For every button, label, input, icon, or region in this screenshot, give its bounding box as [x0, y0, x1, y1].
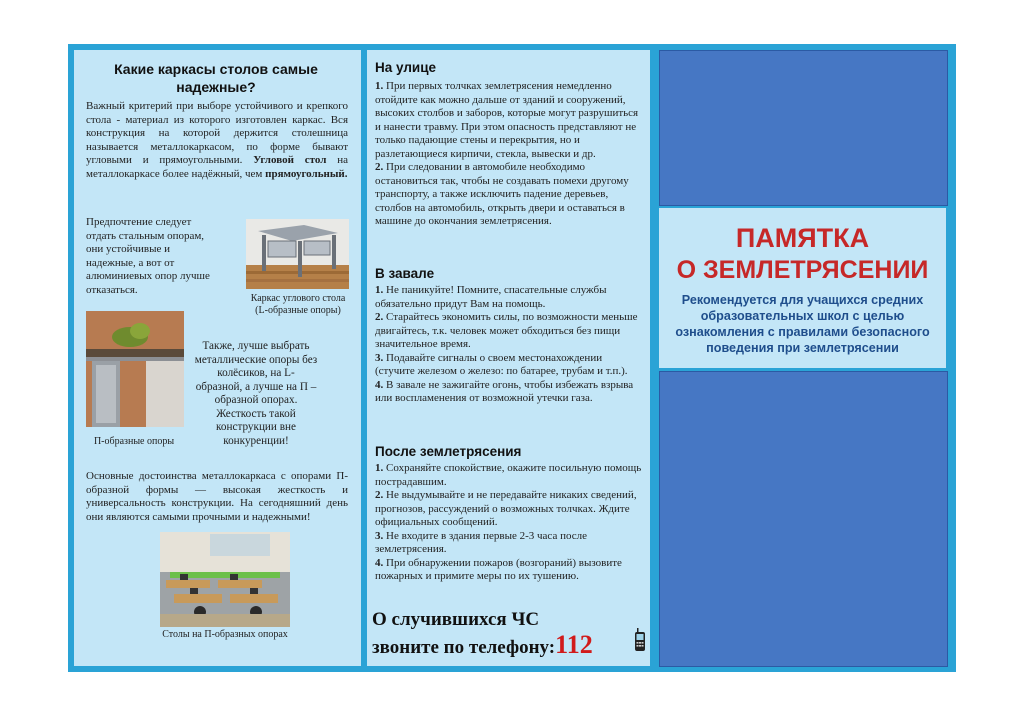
rule-item: [375, 161, 643, 229]
rule-number: 1.: [375, 462, 384, 474]
rule-number: 1.: [375, 284, 384, 296]
para1-bold-corner: Угловой стол: [253, 154, 327, 166]
rule-item: [375, 462, 643, 489]
office-desks-caption: Столы на П-образных опорах: [162, 629, 288, 640]
rule-number: 3.: [375, 529, 384, 542]
rule-number: 3.: [375, 351, 384, 364]
para1-mid-text: на металлокаркасе более надёжный, чем: [86, 154, 348, 180]
rule-item: [375, 530, 643, 557]
cover-title-line-1: ПАМЯТКА: [735, 223, 870, 253]
rule-number: 2.: [375, 311, 384, 323]
emergency-phone-number: 112: [555, 630, 593, 659]
left-paragraph-4: Основные достоинства металлокаркаса с опорами П-образной формы — высокая жесткость и универсальность конструкции. На сегодняшний день они являются самыми прочными и надежными!: [86, 470, 348, 523]
rule-number: 2.: [375, 489, 384, 501]
after-rules-list: [375, 462, 643, 584]
outside-rules-list: [375, 80, 643, 229]
rule-text: Подавайте сигналы о своем местонахождении (стучите железом о железо: по батарее, трубам и т.п.).: [375, 351, 628, 377]
rule-item: [375, 352, 643, 379]
rule-item: [375, 379, 643, 406]
section-title-outside: На улице: [375, 60, 437, 75]
rule-number: 2.: [375, 161, 384, 173]
p-shaped-legs-photo: [86, 311, 184, 427]
office-desks-photo: [160, 532, 290, 627]
emergency-call-text: звоните по телефону:: [372, 637, 556, 658]
rule-text: Не выдумывайте и не передавайте никаких сведений, прогнозов, рассуждений о возможных толчках. Ждите официальных сообщений.: [375, 489, 637, 528]
rule-number: 4.: [375, 378, 384, 391]
cover-bottom-block: [659, 371, 948, 667]
rule-number: 1.: [375, 80, 384, 92]
left-paragraph-3: Также, лучше выбрать металлические опоры без колёсиков, на L- образной, а лучше на П – образной опорах. Жесткость такой конструкции вне конкуренции!: [194, 340, 318, 447]
mobile-phone-icon: [634, 628, 646, 652]
left-paragraph-2: Предпочтение следует отдать стальным опорам, они устойчивые и надежные, а вот от алюминиевых опор лучше отказаться.: [86, 216, 210, 296]
cover-top-block: [659, 50, 948, 206]
cover-title-line-2: О ЗЕМЛЕТРЯСЕНИИ: [676, 256, 929, 284]
corner-desk-caption: Каркас углового стола (L-образные опоры): [250, 293, 346, 316]
left-paragraph-1: [86, 100, 348, 181]
rule-text: Не паникуйте! Помните, спасательные службы обязательно придут Вам на помощь.: [375, 284, 607, 310]
rule-item: [375, 557, 643, 584]
rule-text: Не входите в здания первые 2-3 часа после землетрясения.: [375, 529, 587, 555]
section-title-after: После землетрясения: [375, 444, 522, 459]
rubble-rules-list: [375, 284, 643, 406]
rule-item: [375, 489, 643, 530]
section-title-rubble: В завале: [375, 266, 435, 281]
para1-bold-rect: прямоугольный.: [265, 167, 348, 180]
rule-text: В завале не зажигайте огонь, чтобы избежать взрыва или воспламенения от возможной утечки газа.: [375, 378, 634, 404]
cover-subtitle: Рекомендуется для учащихся средних образовательных школ с целью ознакомления с правилами безопасного поведения при землетрясении: [675, 293, 930, 355]
corner-desk-photo: [246, 219, 349, 289]
p-shaped-legs-caption: П-образные опоры: [93, 436, 175, 447]
rule-number: 4.: [375, 556, 384, 569]
rule-text: Старайтесь экономить силы, по возможности меньше двигайтесь, т.к. человек может обходиться без пищи значительное время.: [375, 311, 638, 350]
emergency-call-line-1: О случившихся ЧС: [372, 609, 540, 630]
rule-text: При следовании в автомобиле необходимо остановиться так, чтобы не создавать помехи другому транспорту, а также исключить падение деревьев, столбов на автомобиль, открыть двери и оставаться в машине до окончания землетрясения.: [375, 161, 629, 227]
rule-item: [375, 284, 643, 311]
rule-item: [375, 80, 643, 161]
rule-item: [375, 311, 643, 352]
left-heading: Какие каркасы столов самые надежные?: [114, 61, 318, 95]
emergency-call-line-2: [372, 630, 593, 660]
para1-text: Важный критерий при выборе устойчивого и крепкого стола - материал из которого изготовлен каркас. Вся конструкция на которой держится столешница называется металлокаркасом, по форме бывают угловыми и прямоугольными.: [86, 100, 348, 166]
cover-title-band: [659, 208, 946, 368]
rule-text: При первых толчках землетрясения немедленно отойдите как можно дальше от зданий и сооружений, высоких столбов и заборов, которые могут разрушиться и нанести травму. При этом опасность представляют не только падающие стены и перекрытия, но и разлетающиеся кирпичи, стекла, вывески и др.: [375, 80, 639, 160]
rule-text: Сохраняйте спокойствие, окажите посильную помощь пострадавшим.: [375, 462, 642, 488]
rule-text: При обнаружении пожаров (возгораний) вызовите пожарных и примите меры по их тушению.: [375, 556, 622, 582]
